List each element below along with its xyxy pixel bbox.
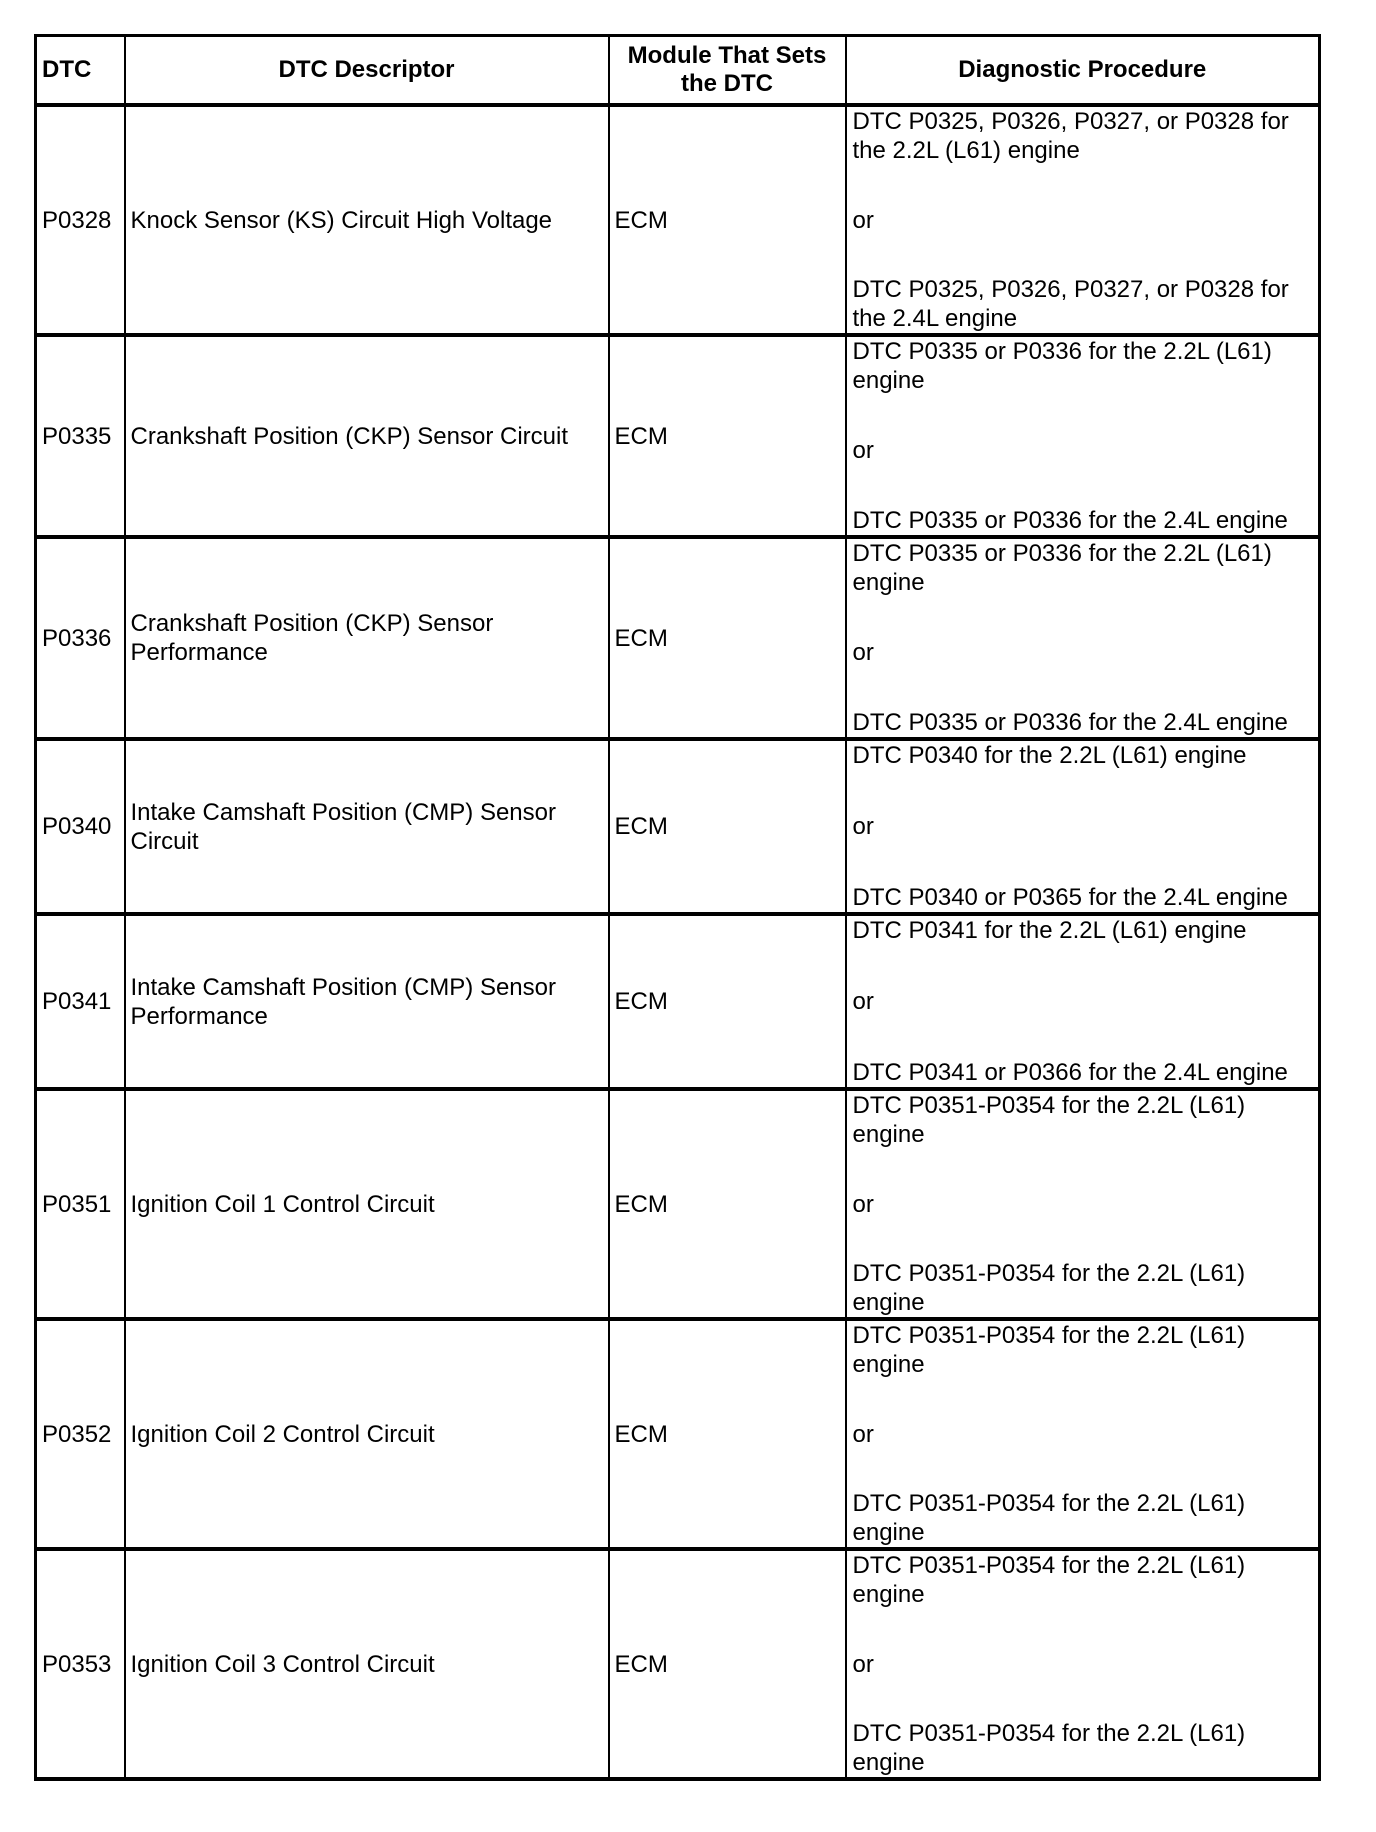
dtc-descriptor: Crankshaft Position (CKP) Sensor Circuit (125, 335, 609, 537)
dtc-descriptor: Ignition Coil 2 Control Circuit (125, 1319, 609, 1549)
procedure-link[interactable]: DTC P0351-P0354 for the 2.2L (L61) engine (852, 1092, 1246, 1148)
diagnostic-procedure (846, 1319, 1320, 1549)
procedure-link[interactable]: DTC P0351-P0354 for the 2.2L (L61) engine (852, 1260, 1246, 1316)
procedure-or: or (852, 639, 874, 666)
table-row (36, 105, 1320, 335)
table-row (36, 1319, 1320, 1549)
dtc-code: P0351 (36, 1089, 125, 1319)
procedure-or: or (852, 1190, 874, 1218)
table-row (36, 739, 1320, 914)
procedure-link[interactable]: DTC P0351-P0354 for the 2.2L (L61) engine (852, 1490, 1246, 1546)
procedure-link[interactable]: DTC P0335 or P0336 for the 2.2L (L61) engine (852, 338, 1272, 394)
dtc-module: ECM (609, 1549, 846, 1779)
diagnostic-procedure (846, 1549, 1320, 1779)
table-row (36, 914, 1320, 1089)
procedure-link[interactable]: DTC P0351-P0354 for the 2.2L (L61) engine (852, 1552, 1246, 1608)
dtc-code: P0352 (36, 1319, 125, 1549)
table-row (36, 537, 1320, 739)
dtc-descriptor: Intake Camshaft Position (CMP) Sensor Circuit (125, 739, 609, 914)
header-module: Module That Sets the DTC (609, 36, 846, 106)
dtc-code: P0341 (36, 914, 125, 1089)
procedure-link[interactable]: DTC P0351-P0354 for the 2.2L (L61) engine (852, 1720, 1246, 1776)
diagnostic-procedure (846, 914, 1320, 1089)
procedure-or: or (852, 206, 874, 234)
dtc-descriptor: Intake Camshaft Position (CMP) Sensor Performance (125, 914, 609, 1089)
table-header-row (36, 36, 1320, 106)
dtc-module: ECM (609, 914, 846, 1089)
table-row (36, 1089, 1320, 1319)
header-dtc: DTC (36, 36, 125, 106)
procedure-link[interactable]: DTC P0341 for the 2.2L (L61) engine (852, 917, 1247, 944)
dtc-module: ECM (609, 335, 846, 537)
diagnostic-procedure (846, 537, 1320, 739)
dtc-module: ECM (609, 739, 846, 914)
dtc-descriptor: Ignition Coil 3 Control Circuit (125, 1549, 609, 1779)
dtc-code: P0340 (36, 739, 125, 914)
procedure-link[interactable]: DTC P0325, P0326, P0327, or P0328 for the 2.2L (L61) engine (852, 108, 1289, 164)
procedure-or: or (852, 1420, 874, 1448)
dtc-module: ECM (609, 105, 846, 335)
diagnostic-procedure (846, 1089, 1320, 1319)
procedure-link[interactable]: DTC P0340 or P0365 for the 2.4L engine (852, 884, 1288, 911)
dtc-descriptor: Knock Sensor (KS) Circuit High Voltage (125, 105, 609, 335)
dtc-descriptor: Crankshaft Position (CKP) Sensor Performance (125, 537, 609, 739)
diagnostic-procedure (846, 335, 1320, 537)
dtc-descriptor: Ignition Coil 1 Control Circuit (125, 1089, 609, 1319)
header-descriptor: DTC Descriptor (125, 36, 609, 106)
dtc-table (34, 34, 1321, 1781)
dtc-code: P0353 (36, 1549, 125, 1779)
dtc-code: P0335 (36, 335, 125, 537)
table-row (36, 1549, 1320, 1779)
diagnostic-procedure (846, 739, 1320, 914)
dtc-module: ECM (609, 537, 846, 739)
procedure-link[interactable]: DTC P0335 or P0336 for the 2.2L (L61) engine (852, 540, 1272, 596)
diagnostic-procedure (846, 105, 1320, 335)
procedure-link[interactable]: DTC P0351-P0354 for the 2.2L (L61) engine (852, 1322, 1246, 1378)
procedure-link[interactable]: DTC P0325, P0326, P0327, or P0328 for the 2.4L engine (852, 276, 1289, 332)
table-row (36, 335, 1320, 537)
procedure-or: or (852, 813, 874, 840)
header-procedure: Diagnostic Procedure (846, 36, 1320, 106)
dtc-code: P0328 (36, 105, 125, 335)
procedure-link[interactable]: DTC P0335 or P0336 for the 2.4L engine (852, 709, 1288, 736)
dtc-module: ECM (609, 1089, 846, 1319)
procedure-link[interactable]: DTC P0341 or P0366 for the 2.4L engine (852, 1059, 1288, 1086)
procedure-link[interactable]: DTC P0340 for the 2.2L (L61) engine (852, 742, 1247, 769)
dtc-code: P0336 (36, 537, 125, 739)
dtc-module: ECM (609, 1319, 846, 1549)
procedure-or: or (852, 1650, 874, 1678)
procedure-or: or (852, 437, 874, 464)
procedure-or: or (852, 988, 874, 1015)
procedure-link[interactable]: DTC P0335 or P0336 for the 2.4L engine (852, 507, 1288, 534)
